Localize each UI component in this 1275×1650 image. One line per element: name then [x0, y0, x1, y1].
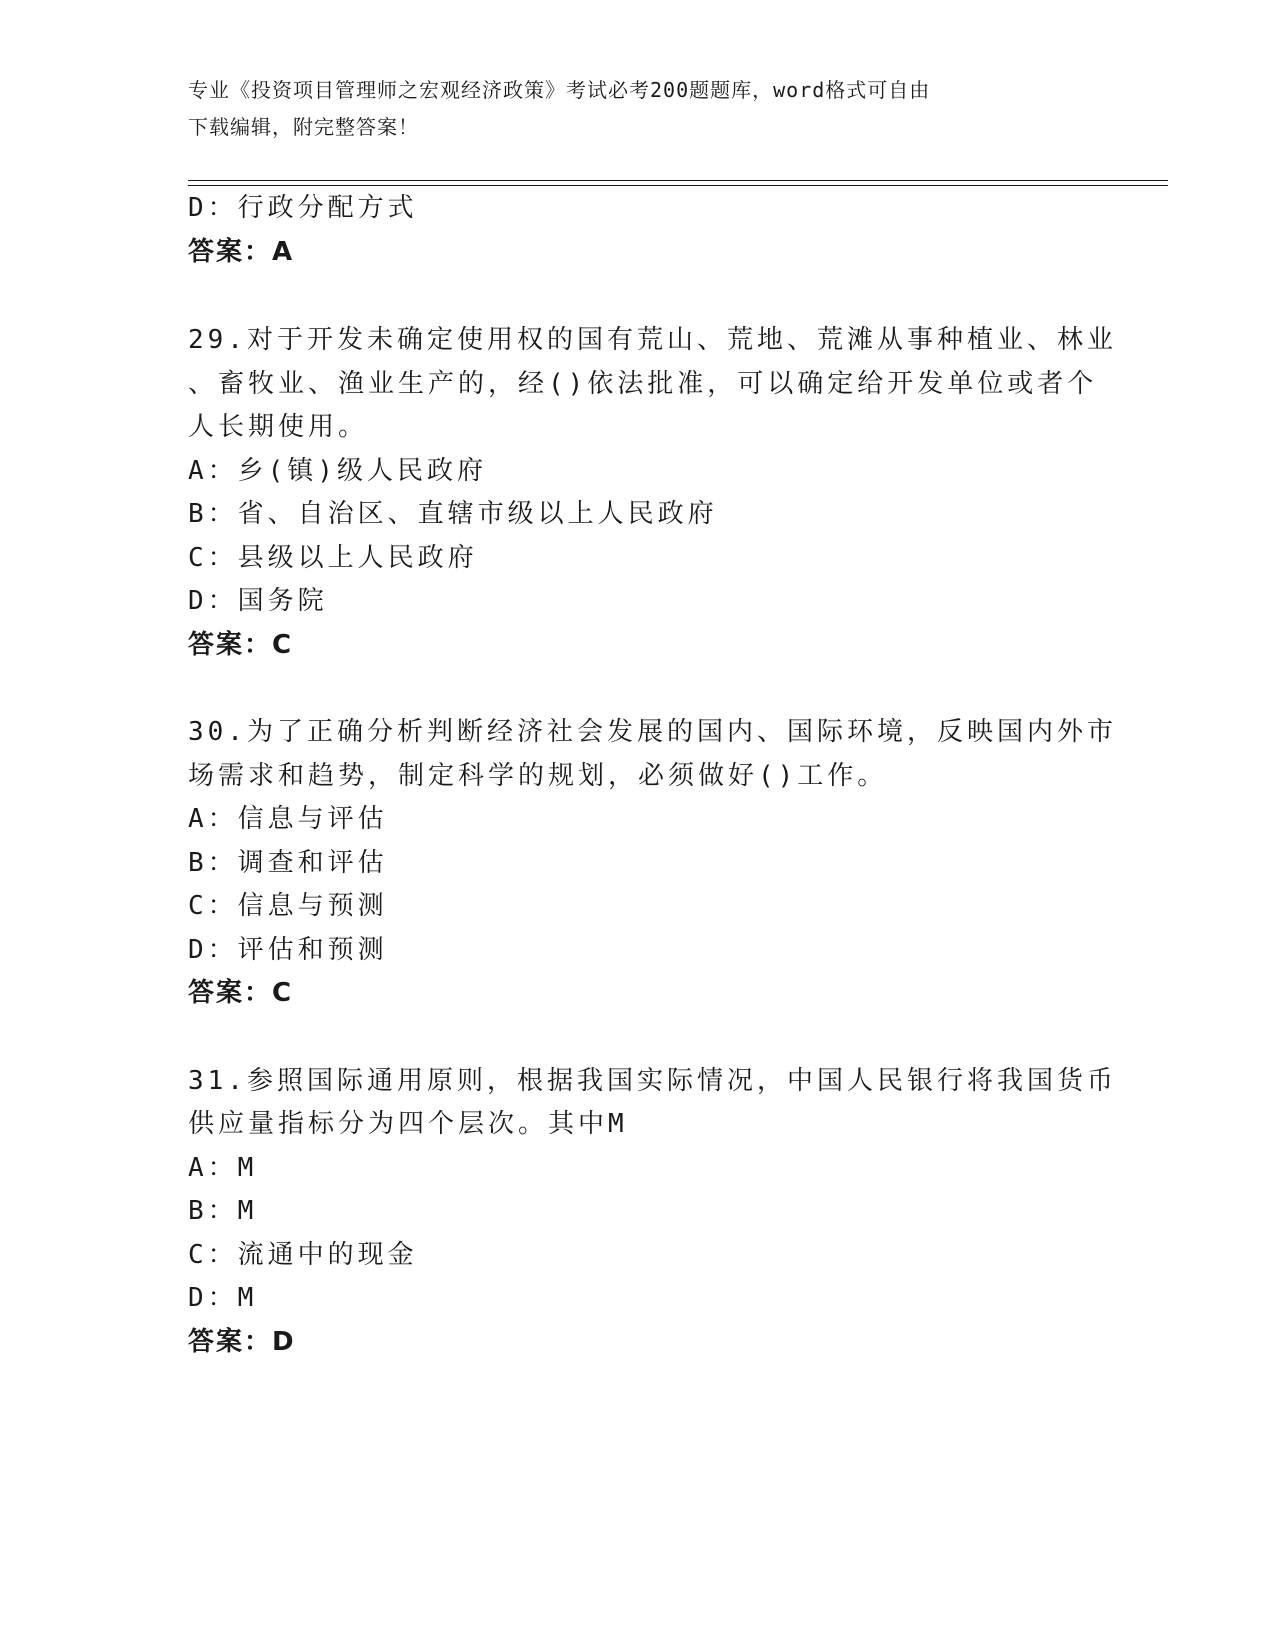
header-line-1: 专业《投资项目管理师之宏观经济政策》考试必考200题题库，word格式可自由 [188, 78, 931, 102]
prev-option-d: D：行政分配方式 [188, 193, 418, 223]
q29-option-b: B：省、自治区、直辖市级以上人民政府 [188, 499, 718, 529]
q29-option-d: D：国务院 [188, 586, 328, 616]
q29-text-line-2: 、畜牧业、渔业生产的，经()依法批准，可以确定给开发单位或者个 [188, 369, 1098, 399]
q30-option-d: D：评估和预测 [188, 935, 388, 965]
q31-text-line-1: 31.参照国际通用原则，根据我国实际情况，中国人民银行将我国货币 [188, 1066, 1117, 1096]
header-divider-bottom [188, 185, 1168, 186]
q30-text-line-2: 场需求和趋势，制定科学的规划，必须做好()工作。 [188, 761, 888, 791]
q29-text-line-1: 29.对于开发未确定使用权的国有荒山、荒地、荒滩从事种植业、林业 [188, 325, 1117, 355]
q31-answer: 答案：D [188, 1327, 296, 1357]
q29-text-line-3: 人长期使用。 [188, 412, 369, 442]
q30-option-c: C：信息与预测 [188, 891, 388, 921]
q30-text-line-1: 30.为了正确分析判断经济社会发展的国内、国际环境，反映国内外市 [188, 717, 1117, 747]
q30-option-a: A：信息与评估 [188, 804, 388, 834]
q30-answer: 答案：C [188, 978, 294, 1008]
header-line-2: 下载编辑，附完整答案！ [188, 115, 419, 139]
q29-option-c: C：县级以上人民政府 [188, 543, 478, 573]
q30-option-b: B：调查和评估 [188, 848, 388, 878]
q31-option-a: A：M [188, 1153, 258, 1183]
q31-option-b: B：M [188, 1196, 258, 1226]
header-divider-top [188, 180, 1168, 181]
q29-answer: 答案：C [188, 630, 294, 660]
q31-option-d: D：M [188, 1283, 258, 1313]
q29-option-a: A：乡(镇)级人民政府 [188, 456, 487, 486]
q31-text-line-2: 供应量指标分为四个层次。其中M [188, 1109, 628, 1139]
document-header [188, 72, 1088, 146]
q31-option-c: C：流通中的现金 [188, 1240, 418, 1270]
prev-answer: 答案：A [188, 237, 295, 267]
